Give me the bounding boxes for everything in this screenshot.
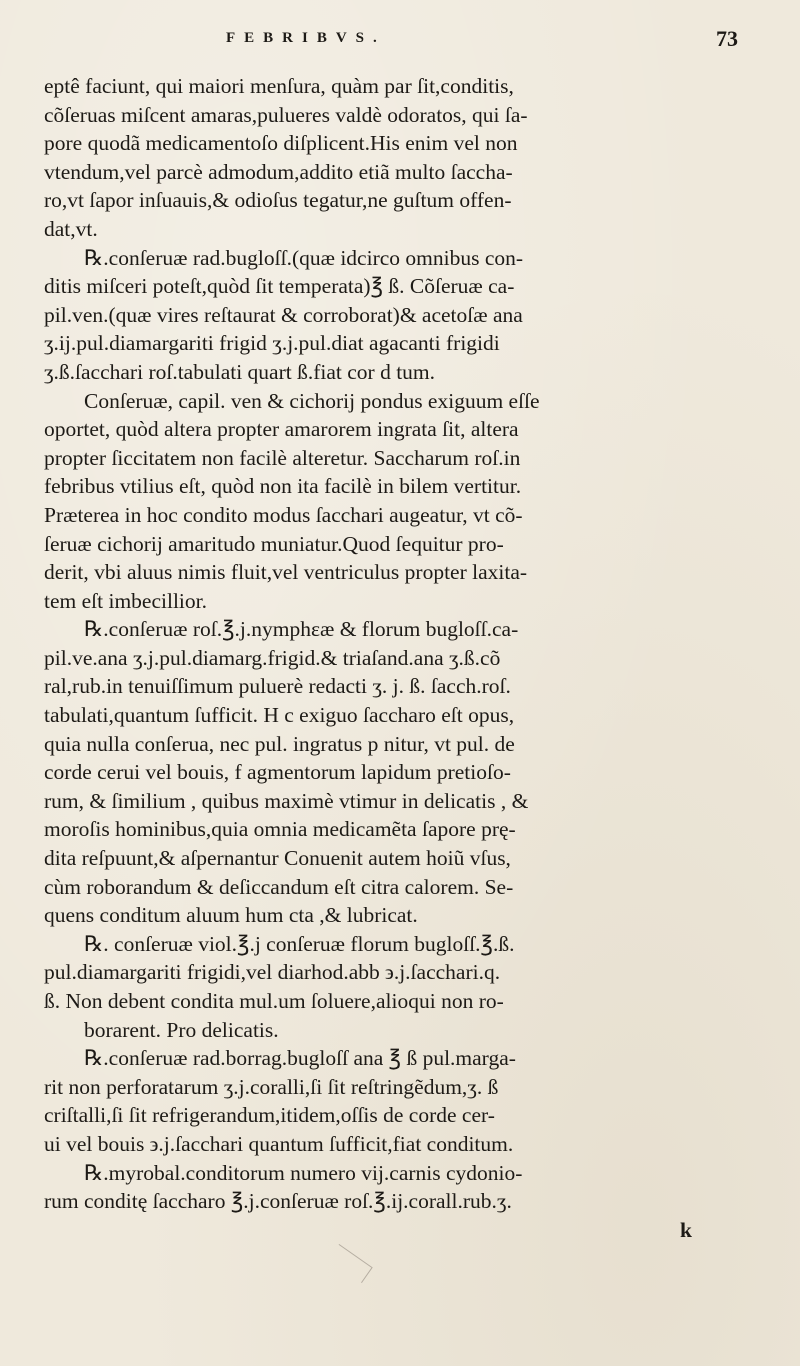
text-line: dita reſpuunt,& aſpernantur Conuenit autem hoiũ vſus, (44, 846, 511, 871)
text-line: pul.diamargariti frigidi,vel diarhod.abb ϶.j.ſacchari.q. (44, 960, 501, 985)
text-line: tem eſt imbecillior. (44, 588, 208, 613)
text-line: rum conditę ſaccharo ℥.j.conſeruæ roſ.℥.ij.corall.rub.ʒ. (44, 1189, 512, 1214)
text-line: quens conditum aluum hum cta ,& lubricat. (44, 903, 418, 928)
catchword: k (680, 1217, 692, 1242)
text-line: rum, & ſimilium , quibus maximè vtimur in delicatis , & (44, 788, 529, 813)
text-line: pil.ve.ana ʒ.j.pul.diamarg.frigid.& triaſand.ana ʒ.ß.cõ (44, 645, 501, 670)
text-line: ui vel bouis ϶.j.ſacchari quantum ſufficit,fiat conditum. (44, 1131, 514, 1156)
paper-blemish (328, 1244, 372, 1283)
text-line: cõſeruas miſcent amaras,pulueres valdè odoratos, qui ſa- (44, 102, 528, 127)
text-line: ℞. conſeruæ viol.℥.j conſeruæ florum bugloſſ.℥.ß. (84, 931, 515, 956)
text-line: tabulati,quantum ſufficit. H c exiguo ſaccharo eſt opus, (44, 703, 515, 728)
text-line: eptê faciunt, qui maiori menſura, quàm par ſit,conditis, (44, 74, 514, 98)
text-line: cùm roborandum & deſiccandum eſt citra calorem. Se- (44, 874, 514, 899)
text-line: corde cerui vel bouis, f agmentorum lapidum pretioſo- (44, 760, 511, 785)
text-line: ral,rub.in tenuiſſimum puluerè redacti ʒ. j. ß. ſacch.roſ. (44, 674, 511, 699)
running-head (0, 14, 800, 64)
text-line: ℞.conſeruæ rad.borrag.bugloſſ ana ℥ ß pul.marga- (84, 1046, 516, 1071)
text-line: ditis miſceri poteſt,quòd ſit temperata)℥ ß. Cõſeruæ ca- (44, 274, 515, 299)
text-line: borarent. Pro delicatis. (84, 1017, 279, 1042)
page-number: 73 (716, 26, 738, 51)
text-line: Præterea in hoc condito modus ſacchari augeatur, vt cõ- (44, 502, 523, 527)
text-line: ß. Non debent condita mul.um ſoluere,alioqui non ro- (44, 989, 504, 1013)
text-line: ſeruæ cichorij amaritudo muniatur.Quod ſequitur pro- (44, 531, 504, 556)
text-line: vtendum,vel parcè admodum,addito etiã multo ſaccha- (44, 159, 513, 184)
text-line: Conſeruæ, capil. ven & cichorij pondus exiguum eſſe (84, 388, 540, 413)
text-line: quia nulla conſerua, nec pul. ingratus p nitur, vt pul. de (44, 731, 515, 756)
running-title: FEBRIBVS. (226, 30, 386, 46)
text-line: ℞.myrobal.conditorum numero vij.carnis cydonio- (84, 1160, 523, 1185)
text-line: pore quodã medicamentoſo diſplicent.His enim vel non (44, 131, 518, 156)
text-line: ʒ.ij.pul.diamargariti frigid ʒ.j.pul.diat agacanti frigidi (44, 331, 500, 356)
text-line: criſtalli,ſi ſit refrigerandum,itidem,oſſis de corde cer- (44, 1103, 495, 1128)
text-line: ℞.conſeruæ rad.bugloſſ.(quæ idcirco omnibus con- (84, 245, 524, 270)
text-line: rit non perforatarum ʒ.j.coralli,ſi ſit reſtringẽdum,ʒ. ß (44, 1074, 499, 1099)
text-line: pil.ven.(quæ vires reſtaurat & corroborat)& acetoſæ ana (44, 302, 523, 327)
text-line: dat,vt. (44, 216, 98, 241)
text-line: derit, vbi aluus nimis fluit,vel ventriculus propter laxita- (44, 560, 528, 585)
text-line: febribus vtilius eſt, quòd non ita facilè in bilem vertitur. (44, 474, 522, 499)
text-line: oportet, quòd altera propter amarorem ingrata ſit, altera (44, 417, 519, 442)
text-line: moroſis hominibus,quia omnia medicamẽta ſapore prę- (44, 817, 516, 842)
body-text (44, 72, 774, 1244)
text-line: ro,vt ſapor inſuauis,& odioſus tegatur,ne guſtum offen- (44, 188, 512, 213)
text-line: ℞.conſeruæ roſ.℥.j.nymphεæ & florum bugloſſ.ca- (84, 617, 519, 642)
text-line: propter ſiccitatem non facilè alteretur. Saccharum roſ.in (44, 445, 521, 470)
text-line: ʒ.ß.ſacchari roſ.tabulati quart ß.fiat cor d tum. (44, 359, 436, 384)
